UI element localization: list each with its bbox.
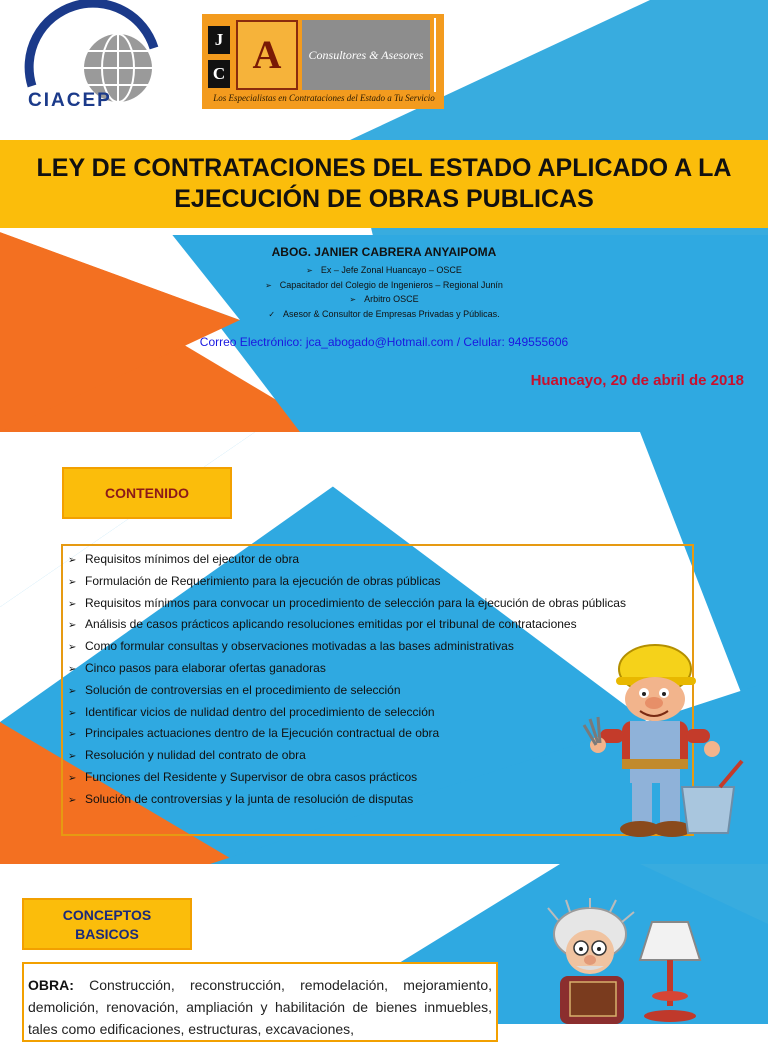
topic-text: Solución de controversias en el procedimiento de selección bbox=[85, 682, 401, 697]
presentation-date: Huancayo, 20 de abril de 2018 bbox=[530, 372, 744, 389]
contact-info[interactable]: Correo Electrónico: jca_abogado@Hotmail.com / Celular: 949555606 bbox=[199, 335, 569, 349]
jc-slogan: Los Especialistas en Contrataciones del Estado a Tu Servicio bbox=[213, 93, 435, 103]
topic-text: Análisis de casos prácticos aplicando resoluciones emitidas por el tribunal de contrataciones bbox=[85, 617, 577, 632]
jc-company-name: Consultores & Asesores bbox=[302, 20, 430, 90]
topic-text: Cinco pasos para elaborar ofertas ganadoras bbox=[85, 660, 326, 675]
jc-consultores-logo bbox=[202, 14, 444, 109]
table-lamp-illustration bbox=[630, 916, 710, 1024]
author-name: ABOG. JANIER CABRERA ANYAIPOMA bbox=[271, 245, 497, 259]
contents-slide bbox=[0, 432, 768, 864]
list-item bbox=[68, 593, 688, 615]
credential-text: Capacitador del Colegio de Ingenieros – Regional Junín bbox=[279, 279, 503, 290]
presentation-title bbox=[0, 140, 768, 215]
obra-term: OBRA: bbox=[28, 977, 74, 993]
jc-letter-j: J bbox=[208, 26, 230, 54]
arrow-bullet-icon: ➢ bbox=[68, 642, 77, 654]
arrow-bullet-icon: ➢ bbox=[68, 707, 77, 719]
ciacep-logo bbox=[26, 18, 166, 114]
concepts-slide bbox=[0, 864, 768, 1037]
ciacep-wordmark: CIACEP bbox=[28, 90, 112, 111]
arrow-bullet-icon: ➢ bbox=[68, 620, 77, 632]
topic-text: Funciones del Residente y Supervisor de obra casos prácticos bbox=[85, 769, 418, 784]
arrow-bullet-icon: ➢ bbox=[68, 555, 77, 566]
obra-definition bbox=[28, 974, 492, 1040]
credential-item bbox=[0, 292, 768, 307]
credential-item bbox=[0, 278, 768, 293]
arrow-bullet-icon: ➢ bbox=[306, 266, 313, 275]
topic-text: Solución de controversias y la junta de resolución de disputas bbox=[85, 791, 414, 806]
jc-monogram: A bbox=[236, 20, 298, 90]
arrow-bullet-icon: ➢ bbox=[68, 772, 77, 784]
checkmark-bullet-icon: ✓ bbox=[268, 309, 276, 319]
arrow-bullet-icon: ➢ bbox=[68, 663, 77, 675]
arrow-bullet-icon: ➢ bbox=[68, 729, 77, 741]
concepts-heading-line-1: CONCEPTOS bbox=[62, 907, 152, 923]
title-banner bbox=[0, 140, 768, 228]
arrow-bullet-icon: ➢ bbox=[68, 751, 77, 763]
contents-heading: CONTENIDO bbox=[62, 467, 232, 519]
topic-text: Requisitos mínimos para convocar un procedimiento de selección para la ejecución de obras públicas bbox=[85, 595, 626, 610]
topic-text: Identificar vicios de nulidad dentro del procedimiento de selección bbox=[85, 704, 435, 719]
credential-item bbox=[0, 263, 768, 278]
topic-text: Principales actuaciones dentro de la Ejecución contractual de obra bbox=[85, 726, 440, 741]
arrow-bullet-icon: ➢ bbox=[265, 280, 272, 290]
title-line-2: EJECUCIÓN DE OBRAS PUBLICAS bbox=[174, 185, 594, 213]
author-credentials bbox=[0, 263, 768, 321]
credential-item bbox=[0, 307, 768, 322]
arrow-bullet-icon: ➢ bbox=[68, 598, 77, 610]
concepts-heading-line-2: BASICOS bbox=[75, 926, 139, 942]
list-item bbox=[68, 571, 688, 593]
topic-text: Formulación de Requerimiento para la ejecución de obras públicas bbox=[85, 573, 441, 588]
topic-text: Resolución y nulidad del contrato de obra bbox=[85, 748, 306, 763]
credential-text: Ex – Jefe Zonal Huancayo – OSCE bbox=[320, 265, 462, 275]
arrow-bullet-icon: ➢ bbox=[68, 794, 77, 806]
title-line-1: LEY DE CONTRATACIONES DEL ESTADO APLICADO A LA bbox=[36, 154, 732, 182]
jc-letter-c: C bbox=[208, 60, 230, 88]
credential-text: Asesor & Consultor de Empresas Privadas y Públicas. bbox=[283, 308, 500, 319]
topic-text: Como formular consultas y observaciones motivadas a las bases administrativas bbox=[85, 639, 514, 654]
globe-icon bbox=[26, 18, 166, 92]
list-item bbox=[68, 614, 688, 636]
arrow-bullet-icon: ➢ bbox=[349, 295, 357, 304]
topic-text: Requisitos mínimos del ejecutor de obra bbox=[85, 552, 300, 566]
construction-worker-illustration bbox=[570, 637, 750, 847]
list-item bbox=[68, 549, 688, 571]
arrow-bullet-icon: ➢ bbox=[68, 685, 77, 697]
title-slide bbox=[0, 0, 768, 432]
concepts-heading bbox=[22, 898, 192, 950]
credential-text: Arbitro OSCE bbox=[364, 294, 419, 304]
arrow-bullet-icon: ➢ bbox=[68, 576, 77, 588]
jc-divider bbox=[434, 18, 442, 92]
obra-definition-text: Construcción, reconstrucción, remodelación, mejoramiento, demolición, renovación, ampliación y habilitación de bienes inmuebles, tales como edificaciones, estructuras, excavaciones, bbox=[28, 977, 492, 1037]
